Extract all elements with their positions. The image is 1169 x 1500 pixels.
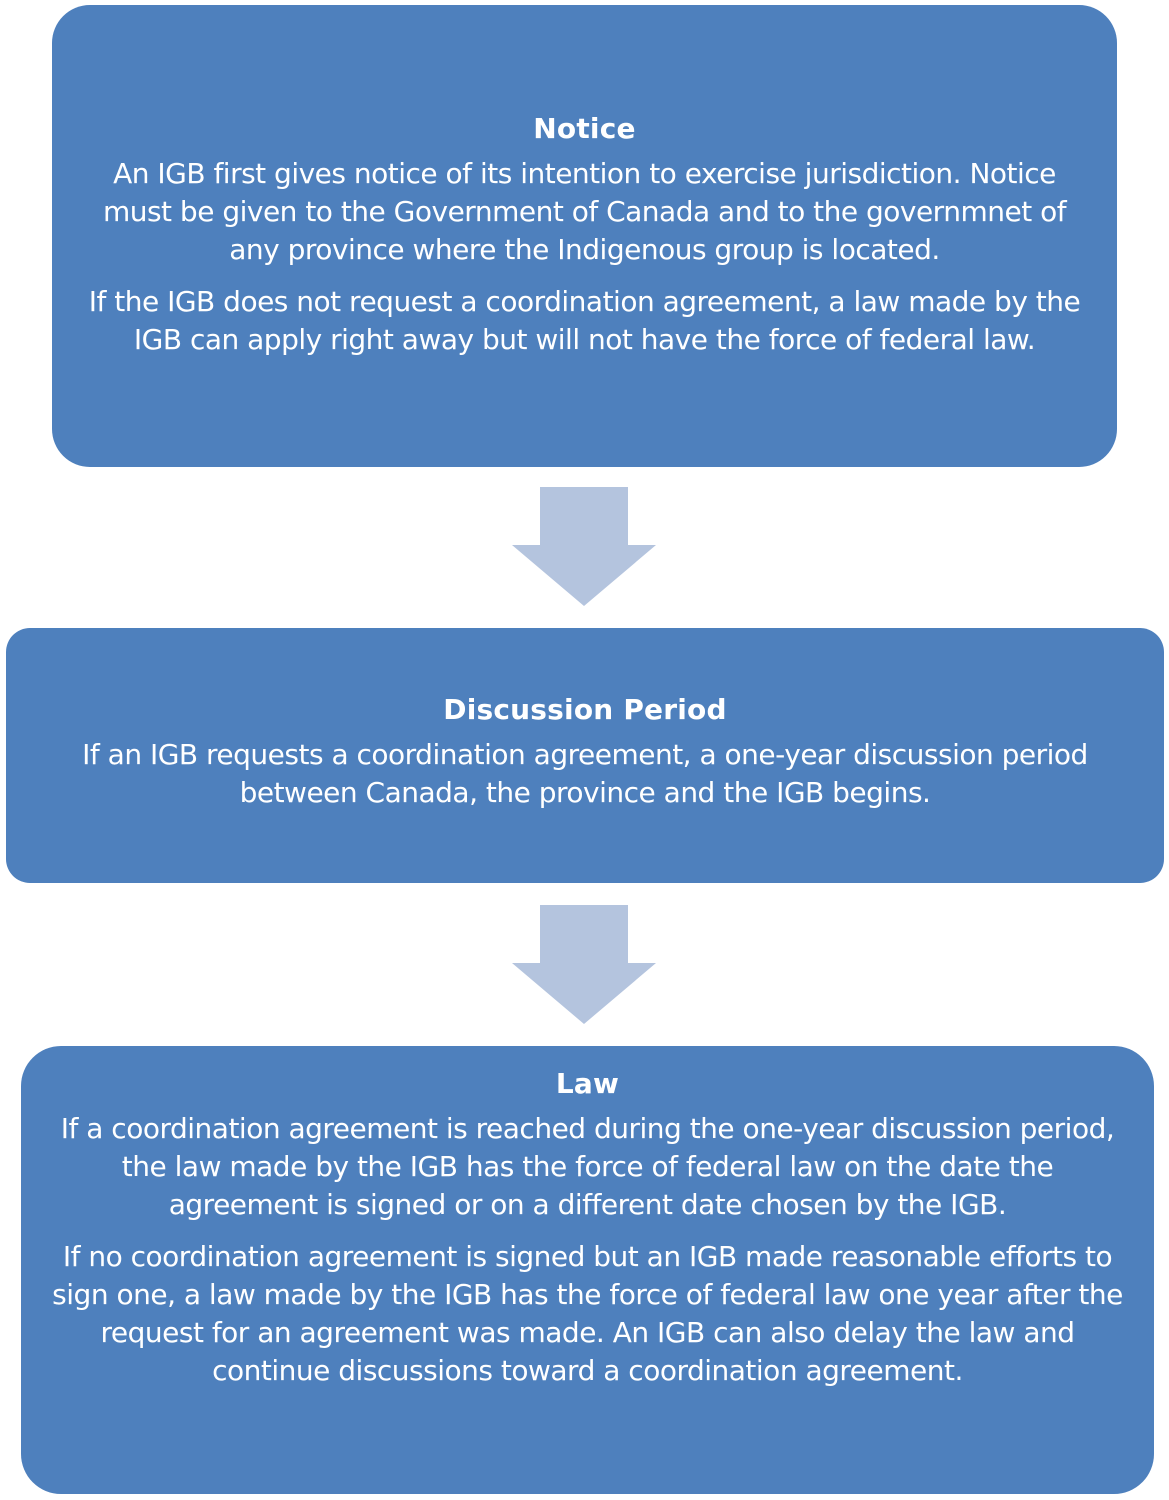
- notice-step-box: [52, 5, 1117, 467]
- law-step-paragraph-1: If a coordination agreement is reached during the one-year discussion period, the law made by the IGB has the force of federal law on the date the agreement is signed or on a different date chosen by the IGB.: [60, 1112, 1115, 1221]
- discussion-period-step-paragraph-1: If an IGB requests a coordination agreement, a one-year discussion period between Canada, the province and the IGB begins.: [82, 738, 1088, 809]
- discussion-period-step-title: Discussion Period: [443, 693, 727, 726]
- discussion-period-step-box: [6, 628, 1164, 883]
- law-step-title: Law: [555, 1067, 620, 1100]
- down-arrow-icon: [512, 905, 656, 1025]
- law-step-box: [21, 1046, 1154, 1494]
- down-arrow-icon: [512, 487, 656, 607]
- notice-step-paragraph-2: If the IGB does not request a coordination agreement, a law made by the IGB can apply right away but will not have the force of federal law.: [88, 285, 1081, 356]
- notice-step-paragraph-1: An IGB first gives notice of its intention to exercise jurisdiction. Notice must be given to the Government of Canada and to the governmnet of any province where the Indigenous group is located.: [102, 157, 1067, 266]
- law-step-paragraph-2: If no coordination agreement is signed but an IGB made reasonable efforts to sign one, a law made by the IGB has the force of federal law one year after the request for an agreement was made. An IGB can also delay the law and continue discussions toward a coordination agreement.: [52, 1240, 1123, 1387]
- notice-step-title: Notice: [533, 112, 636, 145]
